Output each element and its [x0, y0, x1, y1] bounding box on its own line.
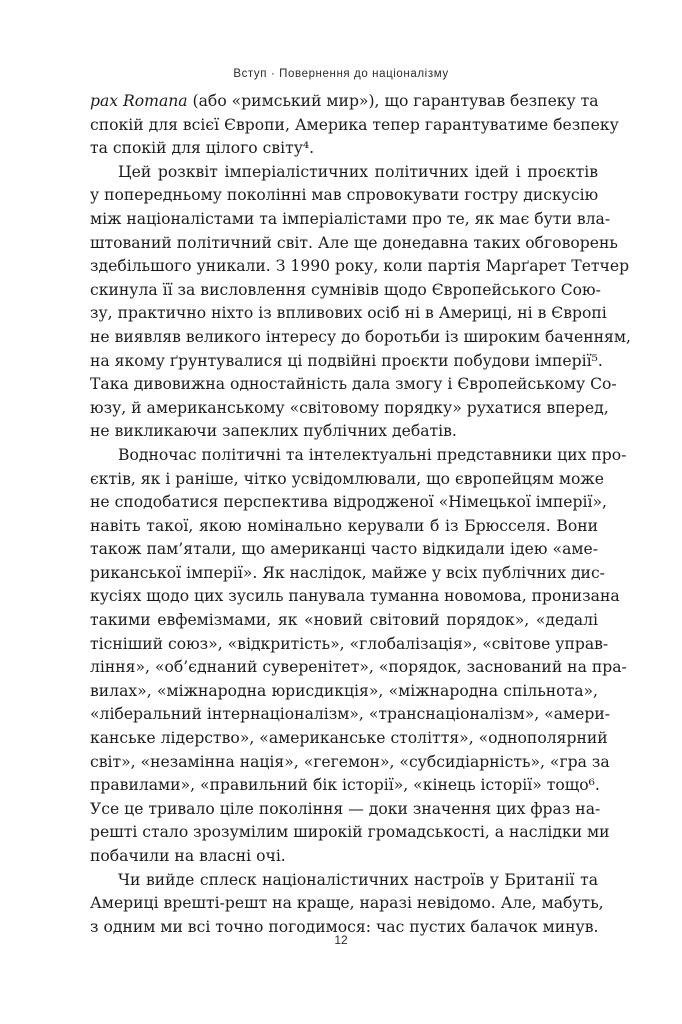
text-segment: ління», «об’єднаний суверенітет», «порядок, заснований на пра-	[90, 658, 627, 677]
text-segment: побачили на власні очі.	[90, 847, 286, 865]
text-line	[90, 208, 611, 232]
running-head: Вступ · Повернення до націоналізму	[233, 68, 449, 80]
text-line	[90, 680, 598, 704]
text-segment: спокій для всієї Європи, Америка тепер гарантуватиме безпеку	[90, 115, 619, 134]
text-line	[90, 491, 607, 515]
text-segment: Усе це тривало ціле покоління — доки значення цих фраз на-	[90, 799, 601, 818]
text-segment: єктів, як і раніше, чітко усвідомлювали, що європейцям може	[90, 469, 604, 488]
text-segment: між націоналістами та імперіалістами про те, як має бути вла-	[90, 209, 611, 228]
text-segment: риканської імперії». Як наслідок, майже у всіх публічних дис-	[90, 563, 605, 582]
text-line	[90, 90, 598, 114]
text-line	[90, 798, 601, 822]
italic-term: pax Romana	[90, 92, 188, 110]
text-segment: «ліберальний інтернаціоналізм», «транснаціоналізм», «амери-	[90, 705, 611, 724]
text-segment: кусіях щодо цих зусиль панувала туманна новомова, пронизана	[90, 587, 620, 606]
text-segment: не сподобатися перспектива відродженої «Німецької імперії»,	[90, 493, 607, 512]
text-segment: Чи вийде сплеск націоналістичних настроїв у Британії та	[118, 870, 598, 889]
text-segment: Цей розквіт імперіалістичних політичних ідей і проєктів	[118, 162, 598, 181]
text-segment: світ», «незамінна нація», «гегемон», «субсидіарність», «гра за	[90, 752, 610, 771]
text-segment: Америці врешті-решт на краще, наразі невідомо. Але, мабуть,	[90, 894, 604, 913]
text-segment: також пам’ятали, що американці часто відкидали ідею «аме-	[90, 540, 598, 559]
text-segment: не виявляв великого інтересу до боротьби із широким баченням,	[90, 327, 631, 346]
text-segment: з одним ми всі точно погодимося: час пустих балачок минув.	[90, 917, 599, 936]
text-segment: у попередньому поколінні мав спровокувати гостру дискусію	[90, 186, 599, 205]
text-line	[90, 397, 609, 421]
text-line	[90, 515, 598, 539]
text-line	[90, 892, 604, 916]
text-line	[90, 869, 598, 893]
text-line	[90, 585, 620, 609]
text-line	[90, 161, 598, 185]
text-segment: решті стало зрозумілим широкій громадськості, а наслідки ми	[90, 823, 610, 842]
text-segment: Така дивовижна одностайність дала змогу і Європейському Со-	[90, 375, 617, 394]
text-line	[90, 751, 610, 775]
text-segment: зу, практично ніхто із впливових осіб ні в Америці, ні в Європі	[90, 304, 607, 323]
text-line	[90, 468, 604, 492]
text-line	[90, 302, 607, 326]
text-line	[90, 727, 608, 751]
text-segment: (або «римський мир»), що гарантував безпеку та	[187, 92, 599, 110]
text-line	[90, 114, 619, 138]
text-line	[90, 562, 605, 586]
text-segment: правилами», «правильний бік історії», «кінець історії» тощо⁶.	[90, 776, 600, 795]
text-segment: на якому ґрунтувалися ці подвійні проєкти побудови імперії⁵.	[90, 351, 603, 370]
text-segment: не викликаючи запеклих публічних дебатів.	[90, 422, 457, 441]
text-line	[90, 703, 611, 727]
text-segment: та спокій для цілого світу⁴.	[90, 139, 315, 158]
text-line	[90, 373, 617, 397]
text-line	[90, 845, 598, 869]
text-segment: такими евфемізмами, як «новий світовий порядок», «дедалі	[90, 611, 598, 630]
text-line	[90, 255, 630, 279]
text-line	[90, 609, 598, 633]
text-segment: здебільшого уникали. З 1990 року, коли партія Марґарет Тетчер	[90, 257, 630, 276]
text-segment: скинула її за висловлення сумнівів щодо Європейського Сою-	[90, 280, 601, 299]
text-line	[90, 444, 627, 468]
text-line	[90, 326, 631, 350]
text-line	[90, 420, 598, 444]
text-line	[90, 656, 627, 680]
text-line	[90, 184, 598, 208]
text-line	[90, 279, 601, 303]
text-line	[90, 350, 603, 374]
text-segment: юзу, й американському «світовому порядку» рухатися вперед,	[90, 398, 609, 417]
text-segment: штований політичний світ. Але ще донедавна таких обговорень	[90, 233, 618, 252]
text-line	[90, 774, 598, 798]
text-line	[90, 821, 610, 845]
text-line	[90, 137, 598, 161]
body-text	[90, 90, 631, 939]
text-segment: навіть такої, якою номінально керували б із Брюсселя. Вони	[90, 516, 598, 535]
text-line	[90, 538, 598, 562]
page-number: 12	[334, 933, 348, 947]
text-line	[90, 633, 609, 657]
text-segment: Водночас політичні та інтелектуальні представники цих про-	[118, 445, 627, 464]
text-segment: вилах», «міжнародна юрисдикція», «міжнародна спільнота»,	[90, 681, 598, 700]
text-line	[90, 232, 618, 256]
text-segment: канське лідерство», «американське століття», «однополярний	[90, 729, 608, 748]
text-segment: тісніший союз», «відкритість», «глобалізація», «світове управ-	[90, 634, 609, 653]
